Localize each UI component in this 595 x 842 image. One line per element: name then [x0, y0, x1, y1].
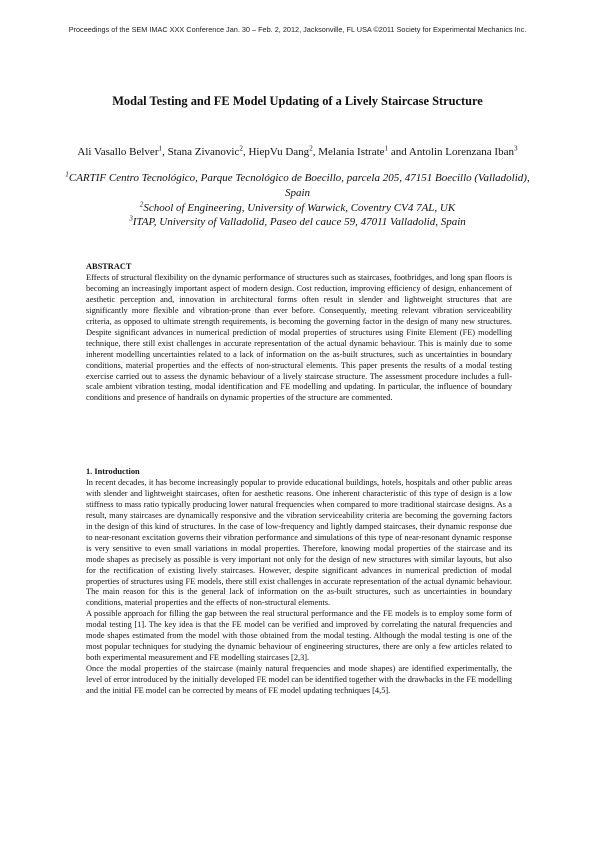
author: [77, 146, 167, 158]
introduction-section: [86, 467, 512, 697]
author-separator: ,: [242, 146, 249, 158]
introduction-paragraph: Once the modal properties of the staircase (mainly natural frequencies and mode shapes) are identified experimentally, the level of error introduced by the initially developed FE model can be identified together with the drawbacks in the FE modelling and the initial FE model can be corrected by means of FE model updating techniques [4,5].: [86, 664, 512, 696]
paper-title: Modal Testing and FE Model Updating of a Lively Staircase Structure: [112, 94, 483, 108]
abstract-text: Effects of structural flexibility on the dynamic performance of structures such as staircases, footbridges, and long span floors is becoming an increasingly important aspect of modern design. Cost reduction, improving efficiency of design, enhancement of aesthetic perception and, innovation in architectural forms often result in slender and lightweight structures that are significantly more flexible and vibration-prone than ever before. Consequently, meeting relevant vibration serviceability criteria, as opposed to ultimate strength requirements, is becoming the governing factor in the design of many new structures. Despite significant advances in numerical prediction of modal properties of structures using Finite Element (FE) modelling technique, there still exist challenges in accurate representation of the actual dynamic behaviour. This is mainly due to some inherent modelling uncertainties related to a lack of information on the as-built structures, such as uncertainties in boundary conditions, material properties and the effects of non-structural elements. This paper presents the results of a modal testing exercise carried out to assess the dynamic behaviour of a lively staircase structure. The assessment procedure includes a full-scale ambient vibration testing, modal identification and FE modelling and updating. In particular, the influence of boundary conditions and presence of handrails on dynamic properties of the structure are commented.: [86, 272, 512, 403]
author-separator: ,: [162, 146, 168, 158]
running-header: Proceedings of the SEM IMAC XXX Conference Jan. 30 – Feb. 2, 2012, Jacksonville, FL USA ©2011 Society for Experimental Mechanics Inc.: [68, 25, 527, 34]
author-separator: ,: [312, 146, 319, 158]
author-separator: and: [388, 146, 409, 158]
affiliation-text: ITAP, University of Valladolid, Paseo del cauce 59, 47011 Valladolid, Spain: [132, 216, 466, 229]
affiliation-text: CARTIF Centro Tecnológico, Parque Tecnológico de Boecillo, parcela 205, 47151 Boecillo (Valladolid), Spain: [68, 172, 530, 199]
affiliation-mark: 2: [139, 199, 144, 208]
introduction-heading: 1. Introduction: [86, 467, 140, 476]
author-name: HiepVu Dang: [248, 146, 310, 158]
author-list: [60, 146, 535, 159]
author-affiliation-mark: 2: [239, 144, 243, 153]
author-name: Melania Istrate: [318, 146, 385, 158]
author-name: Ali Vasallo Belver: [77, 146, 159, 158]
affiliation: [60, 215, 535, 230]
abstract-section: [86, 262, 512, 404]
introduction-paragraph: A possible approach for filling the gap between the real structural performance and the FE models is to employ some form of modal testing [1]. The key idea is that the FE model can be verified and improved by correlating the natural frequencies and mode shapes estimated from the model with those obtained from the modal testing. Although the modal testing is one of the most popular techniques for studying the dynamic behaviour of engineering structures, there are only a few articles related to both experimental measurement and FE modelling staircases [2,3].: [86, 609, 512, 663]
affiliation-list: [60, 171, 535, 230]
author-affiliation-mark: 3: [513, 144, 518, 153]
author: [318, 146, 409, 158]
affiliation: [60, 201, 535, 216]
author: [409, 146, 518, 158]
author-affiliation-mark: 1: [158, 144, 163, 153]
abstract-heading: ABSTRACT: [86, 262, 132, 271]
author-affiliation-mark: 1: [384, 144, 389, 153]
author-affiliation-mark: 2: [309, 144, 313, 153]
author-name: Stana Zivanovic: [167, 146, 240, 158]
author-name: Antolin Lorenzana Iban: [408, 146, 514, 158]
affiliation-mark: 1: [65, 170, 69, 179]
affiliation-text: School of Engineering, University of Warwick, Coventry CV4 7AL, UK: [143, 201, 456, 214]
author: [248, 146, 318, 158]
author: [168, 146, 249, 158]
affiliation: [60, 171, 535, 201]
introduction-paragraph: In recent decades, it has become increasingly popular to provide educational buildings, hotels, hospitals and other public areas with slender and lightweight staircases, often for aesthetic reasons. One inherent characteristic of this type of design is a low stiffness to mass ratio typically producing lower natural frequencies when compared to more traditional staircase designs. As a result, many staircases are dynamically responsive and the vibration serviceability criteria are becoming the governing factors in the design of this kind of structures. In the case of low-frequency and lightly damped staircases, their dynamic response due to near-resonant excitation governs their vibration performance and simulations of this type of near-resonant dynamic response is very sensitive to even small variations in modal properties. Therefore, knowing modal properties of the staircase and its mode shapes as precisely as possible is very important not only for the design of new structures with similar layouts, but also for the rectification of existing lively staircases. However, despite significant advances in numerical prediction of modal properties of structures using FE models, there still exist challenges in accurate representation of the actual dynamic behaviour. The main reason for this is the general lack of information on the as-built structures, such as uncertainties in boundary conditions, material properties and the effects of non-structural elements.: [86, 477, 512, 608]
affiliation-mark: 3: [129, 214, 133, 223]
